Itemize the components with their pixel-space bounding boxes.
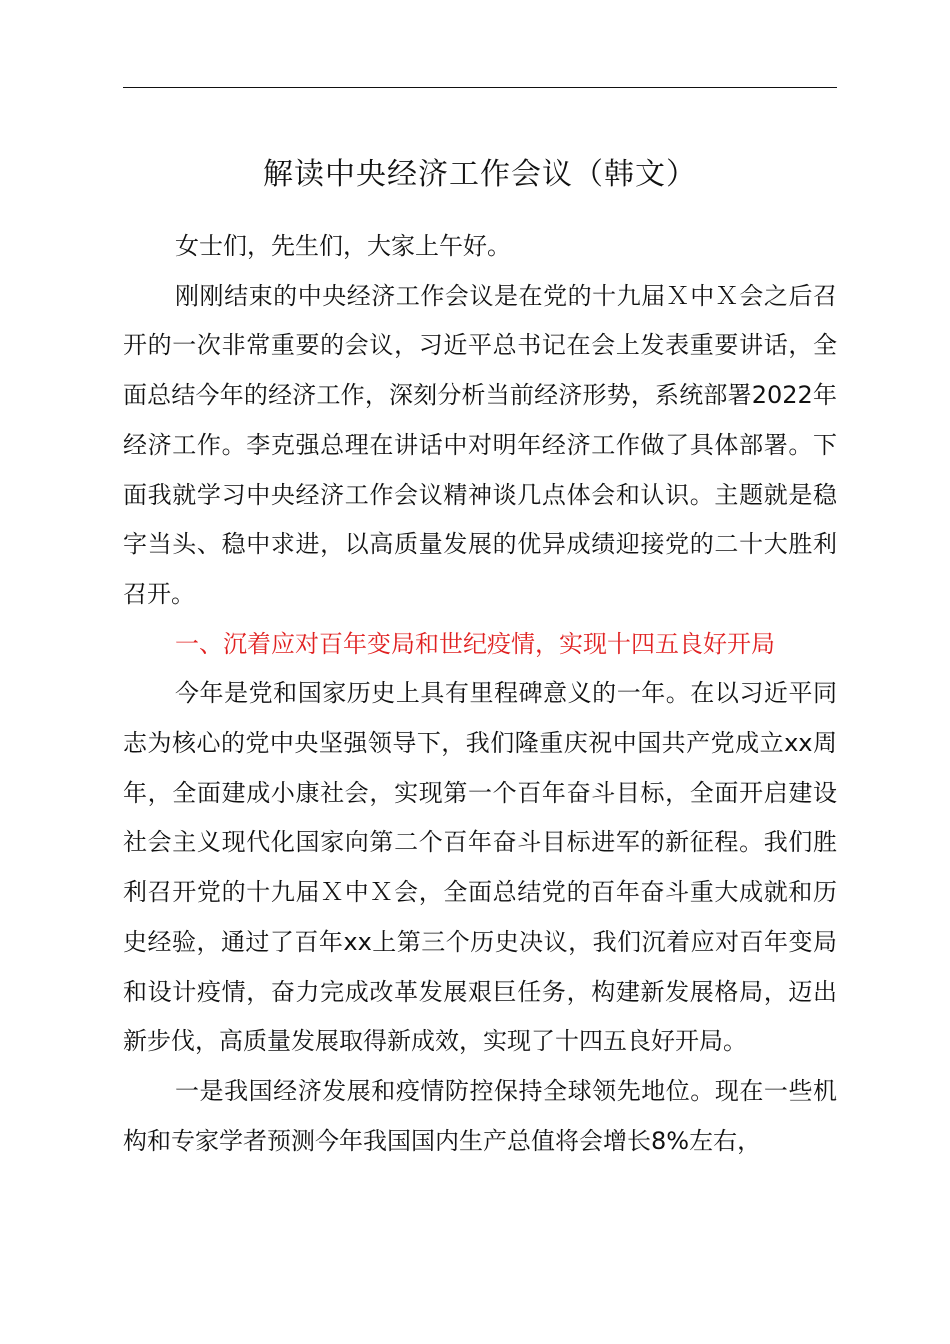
document-body bbox=[123, 222, 837, 1166]
header-rule bbox=[123, 87, 837, 88]
paragraph-intro: 刚刚结束的中央经济工作会议是在党的十九届Ｘ中Ｘ会之后召开的一次非常重要的会议，习近平总书记在会上发表重要讲话，全面总结今年的经济工作，深刻分析当前经济形势，系统部署2022年经济工作。李克强总理在讲话中对明年经济工作做了具体部署。下面我就学习中央经济工作会议精神谈几点体会和认识。主题就是稳字当头、稳中求进，以高质量发展的优异成绩迎接党的二十大胜利召开。 bbox=[123, 281, 837, 608]
paragraph-greeting: 女士们，先生们，大家上午好。 bbox=[175, 232, 511, 260]
document-title: 解读中央经济工作会议（韩文） bbox=[263, 157, 697, 192]
paragraph-year-review: 今年是党和国家历史上具有里程碑意义的一年。在以习近平同志为核心的党中央坚强领导下，我们隆重庆祝中国共产党成立xx周年，全面建成小康社会，实现第一个百年奋斗目标，全面开启建设社会主义现代化国家向第二个百年奋斗目标进军的新征程。我们胜利召开党的十九届Ｘ中Ｘ会，全面总结党的百年奋斗重大成就和历史经验，通过了百年xx上第三个历史决议，我们沉着应对百年变局和设计疫情，奋力完成改革发展艰巨任务，构建新发展格局，迈出新步伐，高质量发展取得新成效，实现了十四五良好开局。 bbox=[123, 679, 837, 1056]
paragraph-point-one: 一是我国经济发展和疫情防控保持全球领先地位。现在一些机构和专家学者预测今年我国国内生产总值将会增长8%左右， bbox=[123, 1076, 837, 1155]
section-heading-1: 一、沉着应对百年变局和世纪疫情，实现十四五良好开局 bbox=[175, 629, 775, 658]
